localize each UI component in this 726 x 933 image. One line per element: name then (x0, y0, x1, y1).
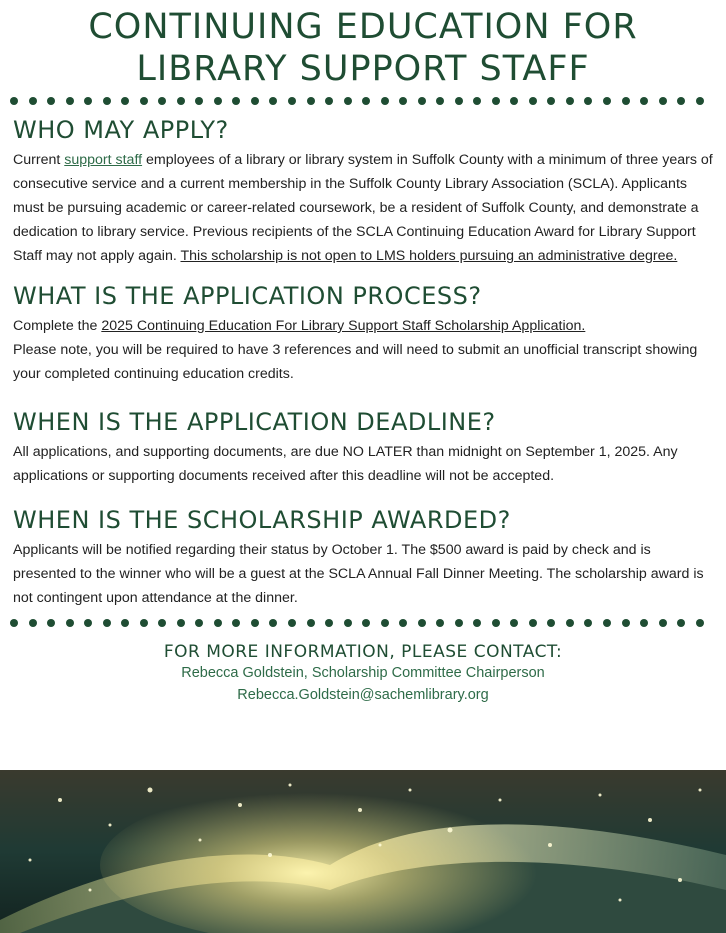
divider-dot (455, 97, 463, 105)
deadline-body: All applications, and supporting documents, are due NO LATER than midnight on September 1, 2025. Any applications or supporting documents received after this deadline will not be accepted. (13, 444, 678, 484)
process-body (13, 314, 714, 386)
divider-dot (47, 97, 55, 105)
section-who-may-apply (0, 116, 726, 268)
contact-name: Rebecca Goldstein, Scholarship Committee Chairperson (181, 665, 545, 681)
dot-divider-bottom (0, 618, 726, 628)
section-awarded (0, 506, 726, 610)
divider-dot (251, 97, 259, 105)
divider-dot (584, 619, 592, 627)
divider-dot (659, 619, 667, 627)
divider-dot (84, 619, 92, 627)
divider-dot (436, 619, 444, 627)
divider-dot (10, 619, 18, 627)
awarded-heading: WHEN IS THE SCHOLARSHIP AWARDED? (13, 506, 511, 534)
divider-dot (677, 97, 685, 105)
divider-dot (66, 619, 74, 627)
divider-dot (121, 619, 129, 627)
who-body (13, 148, 714, 268)
section-application-process (0, 282, 726, 386)
divider-dot (622, 97, 630, 105)
divider-dot (473, 619, 481, 627)
divider-dot (177, 619, 185, 627)
who-underlined-note: This scholarship is not open to LMS holders pursuing an administrative degree. (180, 248, 678, 264)
divider-dot (603, 619, 611, 627)
title-line-1: CONTINUING EDUCATION FOR (88, 7, 638, 47)
divider-dot (29, 619, 37, 627)
divider-dot (547, 619, 555, 627)
divider-dot (103, 97, 111, 105)
divider-dot (696, 97, 704, 105)
divider-dot (473, 97, 481, 105)
divider-dot (622, 619, 630, 627)
divider-dot (529, 619, 537, 627)
divider-dot (121, 97, 129, 105)
divider-dot (29, 97, 37, 105)
contact-email[interactable]: Rebecca.Goldstein@sachemlibrary.org (237, 687, 489, 703)
support-staff-link[interactable]: support staff (64, 152, 143, 168)
divider-dot (640, 97, 648, 105)
divider-dot (47, 619, 55, 627)
divider-dot (362, 619, 370, 627)
divider-dot (269, 619, 277, 627)
divider-dot (529, 97, 537, 105)
awarded-body: Applicants will be notified regarding their status by October 1. The $500 award is paid by check and is presented to the winner who will be a guest at the SCLA Annual Fall Dinner Meeting. The scholarship award is not contingent upon attendance at the dinner. (13, 542, 704, 606)
divider-dot (158, 97, 166, 105)
divider-dot (195, 619, 203, 627)
divider-dot (344, 97, 352, 105)
process-text: Please note, you will be required to have 3 references and will need to submit an unofficial transcript showing your completed continuing education credits. (13, 342, 698, 382)
divider-dot (696, 619, 704, 627)
divider-dot (640, 619, 648, 627)
divider-dot (381, 619, 389, 627)
divider-dot (399, 619, 407, 627)
divider-dot (584, 97, 592, 105)
page-title (0, 6, 726, 90)
divider-dot (214, 619, 222, 627)
dot-divider-top (0, 96, 726, 106)
deadline-heading: WHEN IS THE APPLICATION DEADLINE? (13, 408, 496, 436)
divider-dot (325, 619, 333, 627)
divider-dot (269, 97, 277, 105)
divider-dot (103, 619, 111, 627)
open-book-image (0, 770, 726, 933)
who-heading: WHO MAY APPLY? (13, 116, 229, 144)
divider-dot (510, 619, 518, 627)
divider-dot (214, 97, 222, 105)
divider-dot (177, 97, 185, 105)
divider-dot (10, 97, 18, 105)
divider-dot (307, 97, 315, 105)
divider-dot (603, 97, 611, 105)
divider-dot (140, 619, 148, 627)
process-pre: Complete the (13, 318, 102, 334)
divider-dot (232, 619, 240, 627)
divider-dot (492, 619, 500, 627)
divider-dot (677, 619, 685, 627)
divider-dot (195, 97, 203, 105)
divider-dot (140, 97, 148, 105)
divider-dot (84, 97, 92, 105)
divider-dot (251, 619, 259, 627)
divider-dot (325, 97, 333, 105)
contact-heading: FOR MORE INFORMATION, PLEASE CONTACT: (163, 642, 563, 662)
divider-dot (232, 97, 240, 105)
application-link[interactable]: 2025 Continuing Education For Library Support Staff Scholarship Application. (101, 318, 586, 334)
divider-dot (381, 97, 389, 105)
divider-dot (307, 619, 315, 627)
divider-dot (547, 97, 555, 105)
section-deadline (0, 408, 726, 488)
divider-dot (362, 97, 370, 105)
process-heading: WHAT IS THE APPLICATION PROCESS? (13, 282, 482, 310)
divider-dot (510, 97, 518, 105)
title-line-2: LIBRARY SUPPORT STAFF (136, 49, 590, 89)
divider-dot (492, 97, 500, 105)
who-pre: Current (13, 152, 65, 168)
divider-dot (66, 97, 74, 105)
divider-dot (455, 619, 463, 627)
divider-dot (659, 97, 667, 105)
divider-dot (344, 619, 352, 627)
divider-dot (566, 619, 574, 627)
divider-dot (288, 97, 296, 105)
divider-dot (418, 619, 426, 627)
divider-dot (566, 97, 574, 105)
divider-dot (436, 97, 444, 105)
who-text: employees of a library or library system in Suffolk County with a minimum of three years of consecutive service and a current membership in the Suffolk County Library Association (SCLA). Applicants must be pursuing academic or career-related coursework, be a resident of Suffolk County, and demonstrate a dedication to library service. Previous recipients of the SCLA Continuing Education Award for Library Support Staff may not apply again. (13, 152, 713, 264)
divider-dot (158, 619, 166, 627)
divider-dot (288, 619, 296, 627)
contact-block (0, 642, 726, 706)
divider-dot (418, 97, 426, 105)
divider-dot (399, 97, 407, 105)
